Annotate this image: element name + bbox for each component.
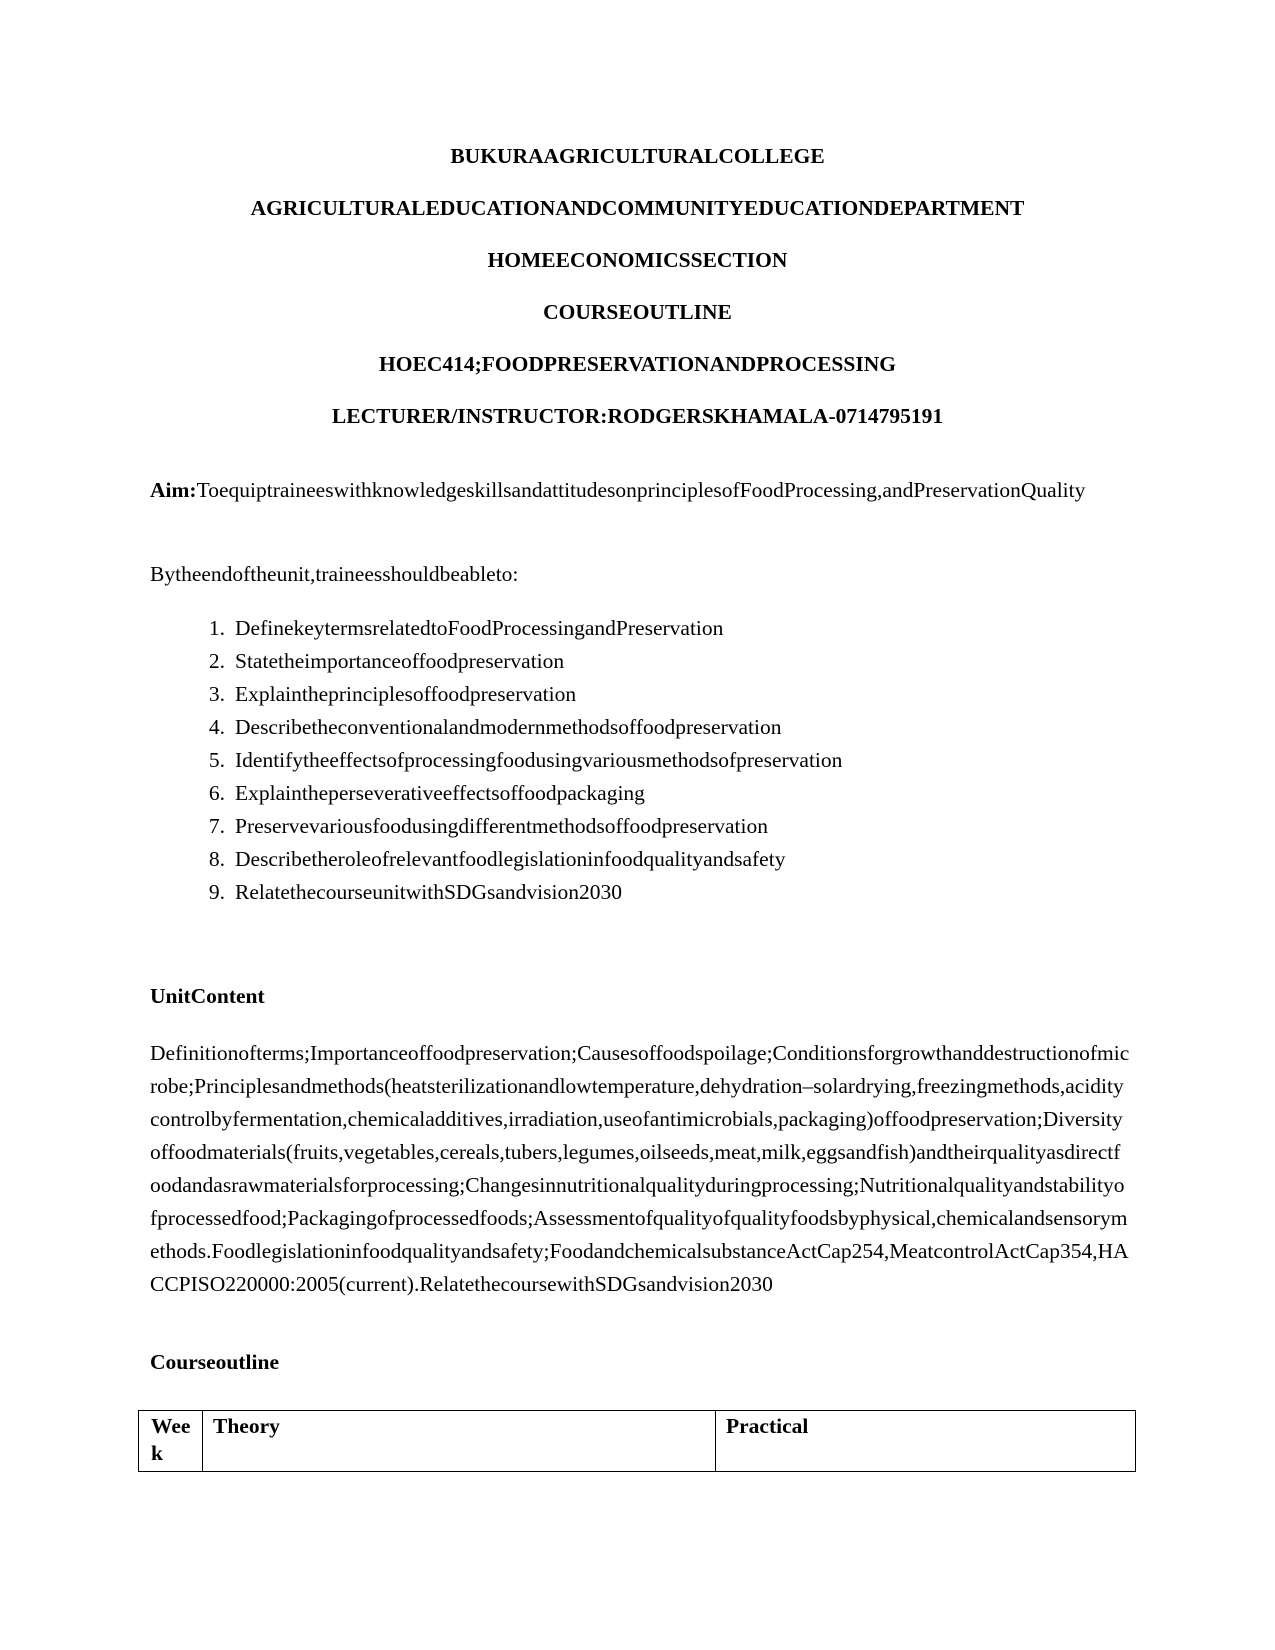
aim-text: ToequiptraineeswithknowledgeskillsandattitudesonprinciplesofFoodProcessing,andPreservationQuality xyxy=(196,478,1086,502)
objectives-list xyxy=(150,612,842,909)
list-item: 8. Describetheroleofrelevantfoodlegislationinfoodqualityandsafety xyxy=(208,847,786,871)
unit-content-paragraph: Definitionofterms;Importanceoffoodpreservation;Causesoffoodspoilage;Conditionsforgrowthanddestructionofmicrobe;Principlesandmethods(heatsterilizationandlowtemperature,dehydration–solardrying,freezingmethods,aciditycontrolbyfermentation,chemicaladditives,irradiation,useofantimicrobials,packaging)offoodpreservation;Diversityoffoodmaterials(fruits,vegetables,cereals,tubers,legumes,oilseeds,meat,milk,eggsandfish)andtheirqualityasdirectfoodandasrawmaterialsforprocessing;Changesinnutritionalqualityduringprocessing;Nutritionalqualityandstabilityofprocessedfood;Packagingofprocessedfoods;Assessmentofqualityofqualityfoodsbyphysical,chemicalandsensorymethods.Foodlegislationinfoodqualityandsafety;FoodandchemicalsubstanceActCap254,MeatcontrolActCap354,HACCPISO220000:2005(current).RelatethecoursewithSDGsandvision2030 xyxy=(150,1041,1130,1296)
list-item: 4. Describetheconventionalandmodernmethodsoffoodpreservation xyxy=(208,715,782,739)
document-type-title: COURSEOUTLINE xyxy=(543,300,732,324)
column-header-theory: Theory xyxy=(203,1411,716,1472)
department-title: AGRICULTURALEDUCATIONANDCOMMUNITYEDUCATIONDEPARTMENT xyxy=(250,196,1025,220)
list-item: 5. Identifytheeffectsofprocessingfoodusingvariousmethodsofpreservation xyxy=(208,748,843,772)
list-item: 3. Explaintheprinciplesoffoodpreservation xyxy=(208,682,577,706)
column-header-week: Week xyxy=(139,1411,203,1472)
lecturer-line: LECTURER/INSTRUCTOR:RODGERSKHAMALA-0714795191 xyxy=(331,404,944,428)
unit-content-heading: UnitContent xyxy=(150,984,265,1008)
list-item: 9. RelatethecourseunitwithSDGsandvision2030 xyxy=(208,880,622,904)
course-title: HOEC414;FOODPRESERVATIONANDPROCESSING xyxy=(379,352,896,376)
list-item: 6. Explaintheperseverativeeffectsoffoodpackaging xyxy=(208,781,645,805)
section-title: HOMEECONOMICSSECTION xyxy=(487,248,788,272)
course-outline-heading: Courseoutline xyxy=(150,1350,279,1374)
list-item: 2. Statetheimportanceoffoodpreservation xyxy=(208,649,565,673)
list-item: 1. DefinekeytermsrelatedtoFoodProcessingandPreservation xyxy=(208,616,724,640)
list-item: 7. Preservevariousfoodusingdifferentmethodsoffoodpreservation xyxy=(208,814,768,838)
college-title: BUKURAAGRICULTURALCOLLEGE xyxy=(450,144,825,168)
column-header-practical: Practical xyxy=(716,1411,1136,1472)
course-outline-table xyxy=(138,1410,1136,1472)
aim-label: Aim: xyxy=(150,478,197,502)
objectives-intro: Bytheendoftheunit,traineesshouldbeableto: xyxy=(150,562,519,586)
aim-paragraph xyxy=(150,474,1130,507)
table-header-row xyxy=(139,1411,1136,1472)
